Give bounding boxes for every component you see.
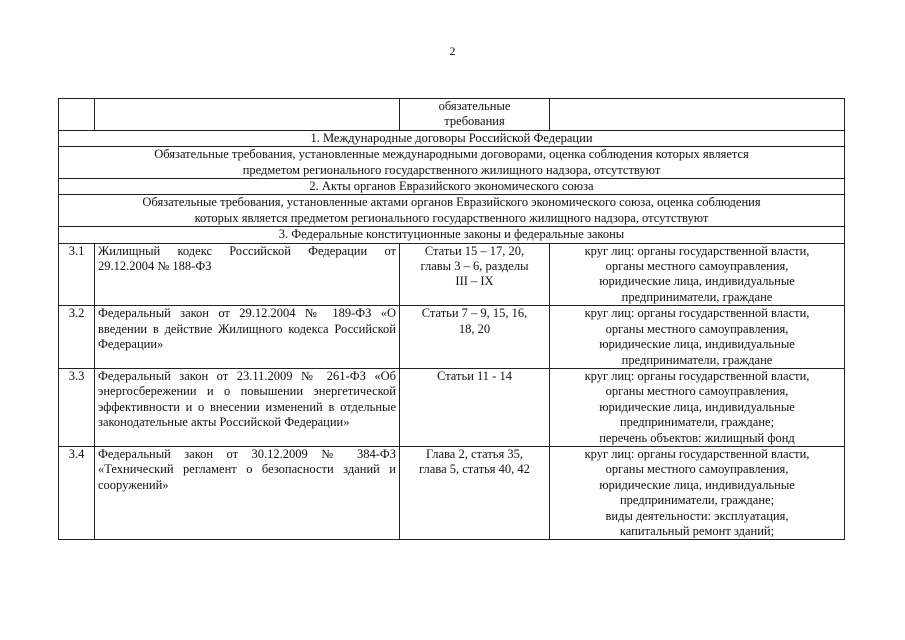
table-row <box>59 368 845 446</box>
scope-line: круг лиц: органы государственной власти, <box>584 446 810 461</box>
act-scope <box>550 446 845 539</box>
scope-line: органы местного самоуправления, <box>605 462 789 477</box>
header-cell-requirements <box>400 99 550 131</box>
header-cell-name <box>95 99 400 131</box>
scope-line: юридические лица, индивидуальные <box>599 477 795 492</box>
articles-line: 18, 20 <box>458 321 491 336</box>
scope-line: предприниматели, граждане; <box>619 415 775 430</box>
table-row <box>59 306 845 369</box>
articles-line: Статьи 11 - 14 <box>437 368 512 383</box>
articles-line: глава 5, статья 40, 42 <box>419 462 530 477</box>
note-line: предметом регионального государственного жилищного надзора, отсутствуют <box>242 162 661 177</box>
note-line: Обязательные требования, установленные актами органов Евразийского экономического союза, оценка соблюдения <box>142 195 761 210</box>
header-line: обязательные <box>438 99 511 113</box>
scope-line: предприниматели, граждане <box>621 352 773 367</box>
section-note-row <box>59 147 845 179</box>
articles-line: III – IX <box>455 274 494 289</box>
note-line: которых является предметом регионального государственного жилищного надзора, отсутствуют <box>194 210 709 225</box>
scope-line: перечень объектов: жилищный фонд <box>599 430 795 445</box>
articles-line: Глава 2, статья 35, <box>425 446 524 461</box>
scope-line: юридические лица, индивидуальные <box>599 337 795 352</box>
header-cell-scope <box>550 99 845 131</box>
row-number: 3.1 <box>59 243 95 306</box>
scope-line: круг лиц: органы государственной власти, <box>584 243 810 258</box>
act-articles <box>400 306 550 369</box>
scope-line: предприниматели, граждане <box>621 289 773 304</box>
section-title: 2. Акты органов Евразийского экономического союза <box>59 179 845 195</box>
scope-line: предприниматели, граждане; <box>619 493 775 508</box>
section-title-row <box>59 179 845 195</box>
section-title: 1. Международные договоры Российской Федерации <box>59 130 845 146</box>
act-scope <box>550 243 845 306</box>
table-row <box>59 446 845 539</box>
act-scope <box>550 368 845 446</box>
page-number: 2 <box>449 44 456 58</box>
articles-line: Статьи 15 – 17, 20, <box>424 243 525 258</box>
section-title-row <box>59 227 845 243</box>
scope-line: органы местного самоуправления, <box>605 321 789 336</box>
scope-line: круг лиц: органы государственной власти, <box>584 368 810 383</box>
act-name: Федеральный закон от 30.12.2009 № 384-ФЗ «Технический регламент о безопасности зданий и сооружений» <box>95 446 400 539</box>
header-cell-num <box>59 99 95 131</box>
act-name: Федеральный закон от 29.12.2004 № 189-ФЗ «О введении в действие Жилищного кодекса Российской Федерации» <box>95 306 400 369</box>
act-scope <box>550 306 845 369</box>
header-line: требования <box>444 114 505 129</box>
row-number: 3.4 <box>59 446 95 539</box>
section-title: 3. Федеральные конституционные законы и федеральные законы <box>59 227 845 243</box>
scope-line: круг лиц: органы государственной власти, <box>584 306 810 321</box>
articles-line: Статьи 7 – 9, 15, 16, <box>421 306 528 321</box>
scope-line: юридические лица, индивидуальные <box>599 399 795 414</box>
section-note-row <box>59 195 845 227</box>
act-name: Жилищный кодекс Российской Федерации от 29.12.2004 № 188-ФЗ <box>95 243 400 306</box>
header-continuation-row <box>59 99 845 131</box>
section-note <box>59 147 845 179</box>
row-number: 3.2 <box>59 306 95 369</box>
scope-line: юридические лица, индивидуальные <box>599 274 795 289</box>
act-articles <box>400 368 550 446</box>
row-number: 3.3 <box>59 368 95 446</box>
legal-acts-table <box>58 98 845 540</box>
section-title-row <box>59 130 845 146</box>
act-articles <box>400 243 550 306</box>
table-row <box>59 243 845 306</box>
articles-line: главы 3 – 6, разделы <box>420 259 529 274</box>
scope-line: органы местного самоуправления, <box>605 384 789 399</box>
section-note <box>59 195 845 227</box>
act-articles <box>400 446 550 539</box>
note-line: Обязательные требования, установленные международными договорами, оценка соблюдения которых является <box>154 147 749 162</box>
scope-line: капитальный ремонт зданий; <box>619 523 775 538</box>
scope-line: виды деятельности: эксплуатация, <box>605 508 789 523</box>
scope-line: органы местного самоуправления, <box>605 259 789 274</box>
act-name: Федеральный закон от 23.11.2009 № 261-ФЗ «Об энергосбережении и о повышении энергетической эффективности и о внесении изменений в отдельные законодательные акты Российской Федерации» <box>95 368 400 446</box>
